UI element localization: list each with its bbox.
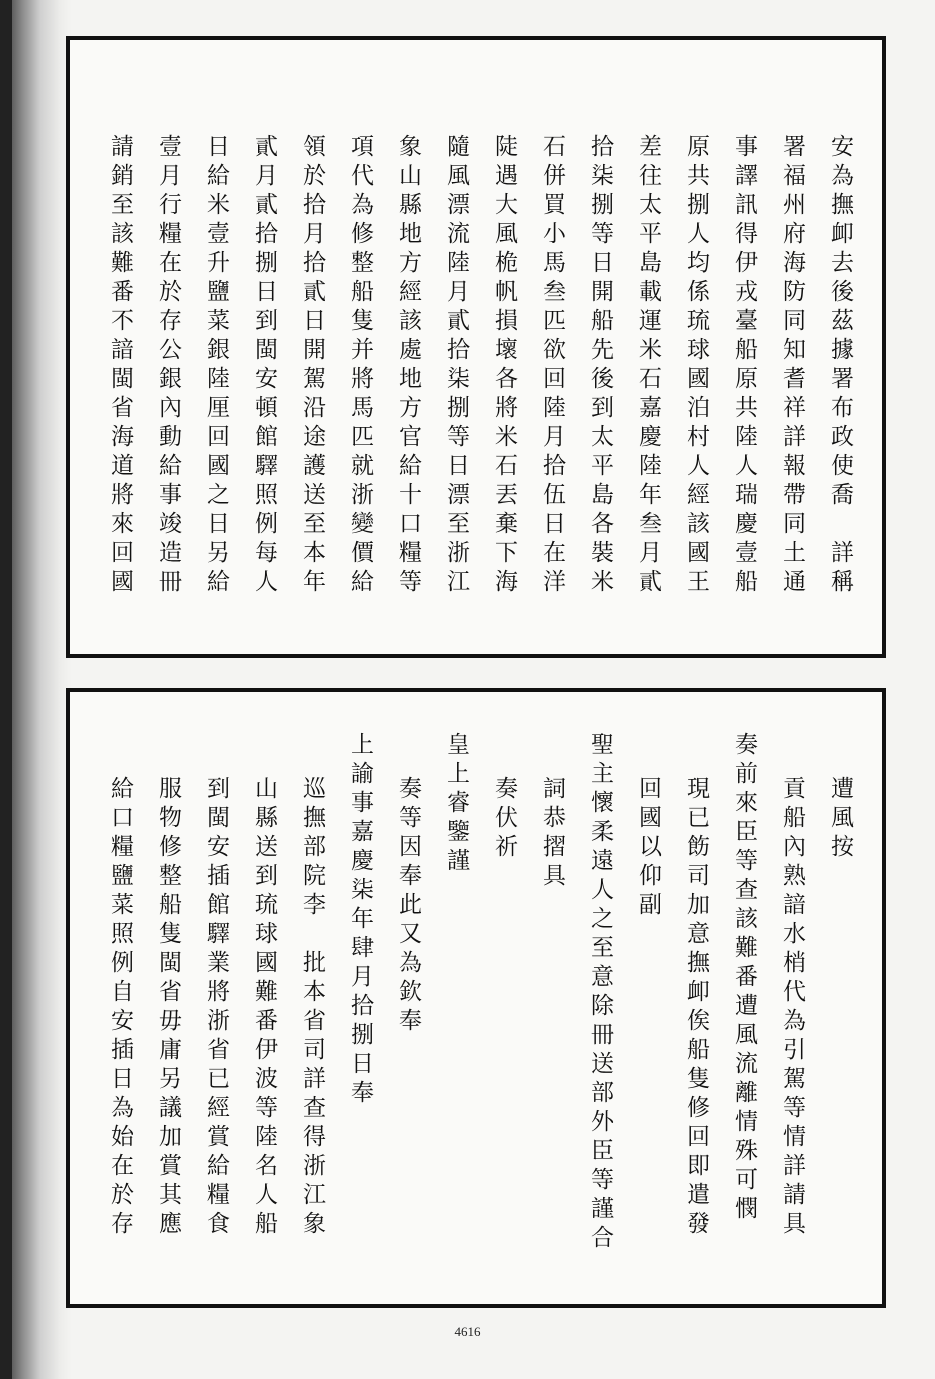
text-column: 遭風按 bbox=[827, 776, 853, 863]
text-column: 石併買小馬叁匹欲回陸月拾伍日在洋 bbox=[539, 134, 565, 598]
text-column: 上諭事嘉慶柒年肆月拾捌日奉 bbox=[347, 732, 373, 1109]
book-spine-edge bbox=[0, 0, 12, 1379]
text-column: 皇上睿鑒謹 bbox=[443, 732, 469, 877]
text-column: 給口糧鹽菜照例自安插日為始在於存 bbox=[107, 776, 133, 1240]
text-column: 原共捌人均係琉球國泊村人經該國王 bbox=[683, 134, 709, 598]
text-column: 貳月貳拾捌日到閩安頓館驛照例每人 bbox=[251, 134, 277, 598]
text-column: 回國以仰副 bbox=[635, 776, 661, 921]
upper-text-panel bbox=[66, 36, 886, 658]
text-column: 聖主懷柔遠人之至意除冊送部外臣等謹合 bbox=[587, 732, 613, 1254]
text-column: 事譯訊得伊戎臺船原共陸人瑞慶壹船 bbox=[731, 134, 757, 598]
text-column: 現已飭司加意撫卹俟船隻修回即遣發 bbox=[683, 776, 709, 1240]
text-column: 陡遇大風桅帆損壞各將米石丟棄下海 bbox=[491, 134, 517, 598]
text-column: 到閩安插館驛業將浙省已經賞給糧食 bbox=[203, 776, 229, 1240]
text-column: 巡撫部院李 批本省司詳查得浙江象 bbox=[299, 776, 325, 1240]
text-column: 山縣送到琉球國難番伊波等陸名人船 bbox=[251, 776, 277, 1240]
text-column: 署福州府海防同知耆祥詳報帶同土通 bbox=[779, 134, 805, 598]
text-column: 差往太平島載運米石嘉慶陸年叁月貳 bbox=[635, 134, 661, 598]
lower-text-panel bbox=[66, 688, 886, 1308]
text-column: 隨風漂流陸月貳拾柒捌等日漂至浙江 bbox=[443, 134, 469, 598]
lower-text-columns bbox=[88, 692, 864, 1304]
text-column: 項代為修整船隻并將馬匹就浙變價給 bbox=[347, 134, 373, 598]
upper-text-columns bbox=[88, 40, 864, 654]
text-column: 象山縣地方經該處地方官給十口糧等 bbox=[395, 134, 421, 598]
page-number: 4616 bbox=[454, 1324, 481, 1339]
text-column: 拾柒捌等日開船先後到太平島各裝米 bbox=[587, 134, 613, 598]
text-column: 詞恭摺具 bbox=[539, 776, 565, 892]
text-column: 壹月行糧在於存公銀內動給事竣造冊 bbox=[155, 134, 181, 598]
text-column: 服物修整船隻閩省毋庸另議加賞其應 bbox=[155, 776, 181, 1240]
text-column: 領於拾月拾貳日開駕沿途護送至本年 bbox=[299, 134, 325, 598]
text-column: 貢船內熟諳水梢代為引駕等情詳請具 bbox=[779, 776, 805, 1240]
text-column: 奏前來臣等查該難番遭風流離情殊可憫 bbox=[731, 732, 757, 1225]
text-column: 請銷至該難番不諳閩省海道將來回國 bbox=[107, 134, 133, 598]
text-column: 奏等因奉此又為欽奉 bbox=[395, 776, 421, 1037]
text-column: 安為撫卹去後茲據署布政使喬 詳稱 bbox=[827, 134, 853, 598]
text-column: 日給米壹升鹽菜銀陸厘回國之日另給 bbox=[203, 134, 229, 598]
text-column: 奏伏祈 bbox=[491, 776, 517, 863]
